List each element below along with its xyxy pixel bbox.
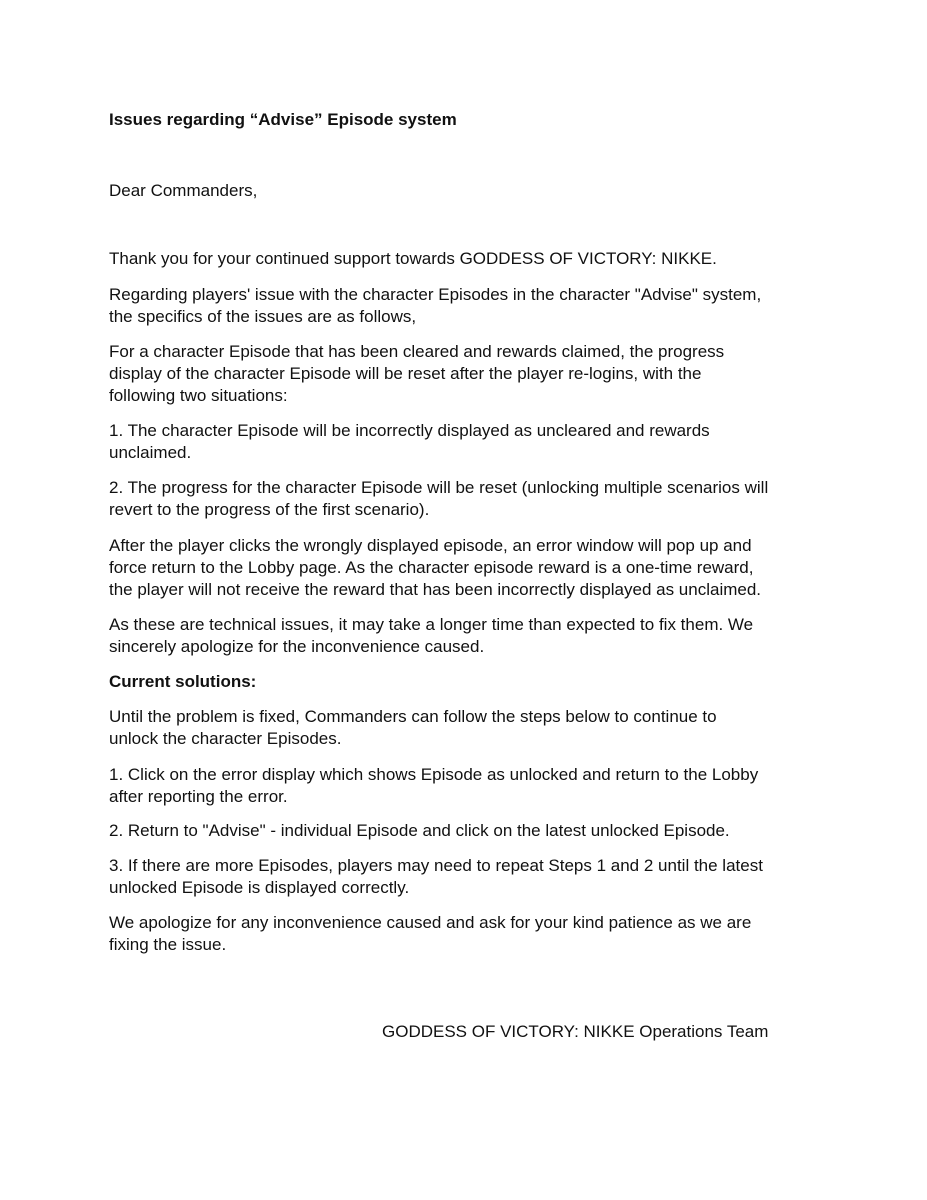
solution-step: unlocked Episode is displayed correctly. [109, 878, 410, 897]
solution-step: 3. If there are more Episodes, players may need to repeat Steps 1 and 2 until the latest [109, 856, 763, 875]
solution-step: after reporting the error. [109, 787, 288, 806]
signature: GODDESS OF VICTORY: NIKKE Operations Team [382, 1022, 769, 1041]
solution-step: 1. Click on the error display which shows Episode as unlocked and return to the Lobby [109, 765, 759, 784]
solutions-heading: Current solutions: [109, 672, 257, 691]
paragraph-line: the specifics of the issues are as follows, [109, 307, 417, 326]
paragraph-line: sincerely apologize for the inconvenience caused. [109, 637, 485, 656]
intro-line: Thank you for your continued support towards GODDESS OF VICTORY: NIKKE. [109, 249, 717, 268]
closing-line: fixing the issue. [109, 935, 227, 954]
issue-item: unclaimed. [109, 443, 192, 462]
greeting: Dear Commanders, [109, 181, 258, 200]
solution-step: 2. Return to "Advise" - individual Episode and click on the latest unlocked Episode. [109, 821, 730, 840]
paragraph-line: For a character Episode that has been cleared and rewards claimed, the progress [109, 342, 725, 361]
paragraph-line: force return to the Lobby page. As the character episode reward is a one-time reward, [109, 558, 754, 577]
issue-item: 2. The progress for the character Episode will be reset (unlocking multiple scenarios will [109, 478, 769, 497]
paragraph-line: the player will not receive the reward that has been incorrectly displayed as unclaimed. [109, 580, 762, 599]
paragraph-line: display of the character Episode will be reset after the player re-logins, with the [109, 364, 702, 383]
issue-item: revert to the progress of the first scenario). [109, 500, 430, 519]
paragraph-line: following two situations: [109, 386, 288, 405]
solution-line: unlock the character Episodes. [109, 729, 342, 748]
closing-line: We apologize for any inconvenience caused and ask for your kind patience as we are [109, 913, 752, 932]
paragraph-line: After the player clicks the wrongly displayed episode, an error window will pop up and [109, 536, 752, 555]
solution-line: Until the problem is fixed, Commanders can follow the steps below to continue to [109, 707, 717, 726]
issue-item: 1. The character Episode will be incorrectly displayed as uncleared and rewards [109, 421, 710, 440]
paragraph-line: As these are technical issues, it may take a longer time than expected to fix them. We [109, 615, 754, 634]
paragraph-line: Regarding players' issue with the character Episodes in the character "Advise" system, [109, 285, 762, 304]
document-title: Issues regarding “Advise” Episode system [109, 110, 457, 129]
